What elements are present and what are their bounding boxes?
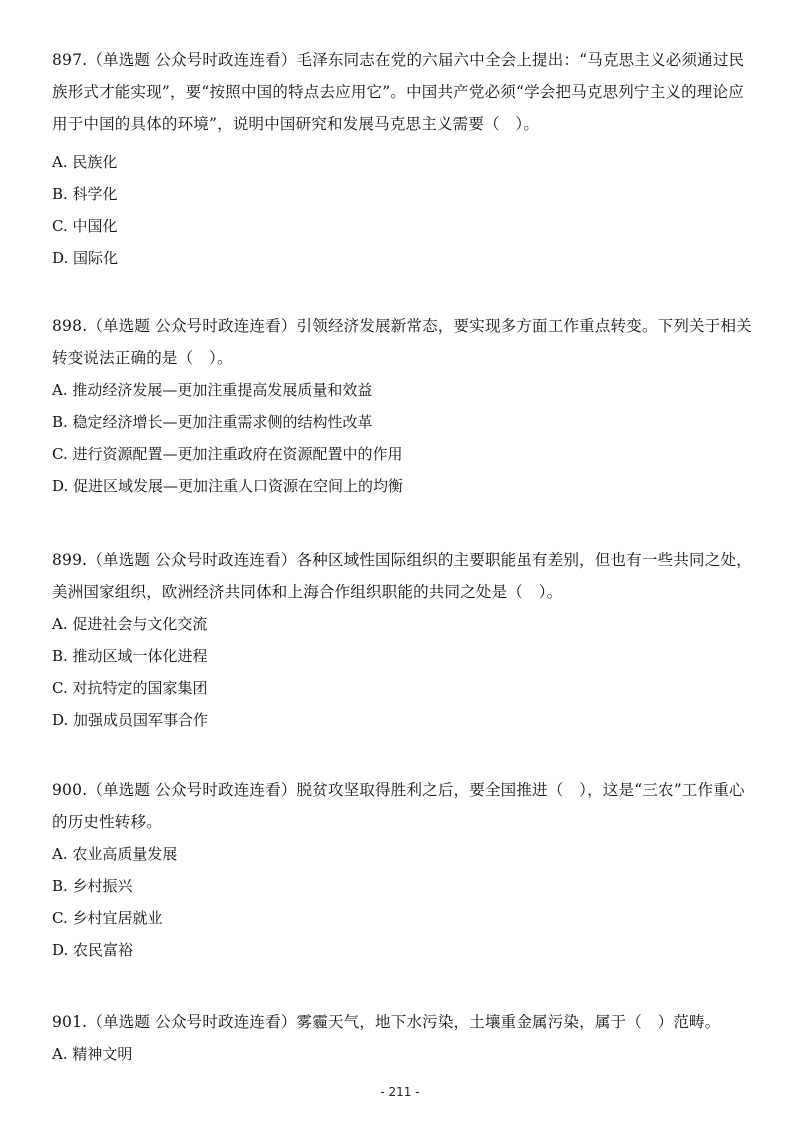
option-b: B. 稳定经济增长—更加注重需求侧的结构性改革	[52, 413, 373, 431]
question-899	[52, 544, 752, 736]
option-d: D. 农民富裕	[52, 941, 134, 959]
option-d: D. 促进区域发展—更加注重人口资源在空间上的均衡	[52, 477, 404, 495]
option-c: C. 中国化	[52, 217, 118, 235]
option-a: A. 精神文明	[52, 1045, 133, 1063]
page-number: - 211 -	[380, 1085, 420, 1099]
option-b: B. 推动区域一体化进程	[52, 647, 208, 665]
question-898	[52, 310, 752, 502]
option-c: C. 乡村宜居就业	[52, 909, 163, 927]
question-stem: 899.（单选题 公众号时政连连看）各种区域性国际组织的主要职能虽有差别，但也有一些共同之处，美洲国家组织，欧洲经济共同体和上海合作组织职能的共同之处是（ ）。	[52, 551, 752, 601]
question-stem: 900.（单选题 公众号时政连连看）脱贫攻坚取得胜利之后，要全国推进（ ），这是“三农”工作重心的历史性转移。	[52, 781, 745, 831]
option-b: B. 科学化	[52, 185, 118, 203]
question-stem: 901.（单选题 公众号时政连连看）雾霾天气，地下水污染，土壤重金属污染，属于（ ）范畴。	[52, 1013, 721, 1031]
option-a: A. 促进社会与文化交流	[52, 615, 208, 633]
option-a: A. 民族化	[52, 153, 118, 171]
question-stem: 897.（单选题 公众号时政连连看）毛泽东同志在党的六届六中全会上提出：“马克思主义必须通过民族形式才能实现”，要“按照中国的特点去应用它”。中国共产党必须“学会把马克思列宁主义的理论应用于中国的具体的环境”，说明中国研究和发展马克思主义需要（ ）。	[52, 51, 745, 133]
question-897	[52, 44, 752, 274]
option-c: C. 对抗特定的国家集团	[52, 679, 208, 697]
option-a: A. 农业高质量发展	[52, 845, 178, 863]
option-a: A. 推动经济发展—更加注重提高发展质量和效益	[52, 381, 373, 399]
option-b: B. 乡村振兴	[52, 877, 133, 895]
option-d: D. 加强成员国军事合作	[52, 711, 209, 729]
question-900	[52, 774, 752, 966]
question-901	[52, 1006, 752, 1070]
option-c: C. 进行资源配置—更加注重政府在资源配置中的作用	[52, 445, 403, 463]
question-stem: 898.（单选题 公众号时政连连看）引领经济发展新常态，要实现多方面工作重点转变。下列关于相关转变说法正确的是（ ）。	[52, 317, 752, 367]
option-d: D. 国际化	[52, 249, 119, 267]
